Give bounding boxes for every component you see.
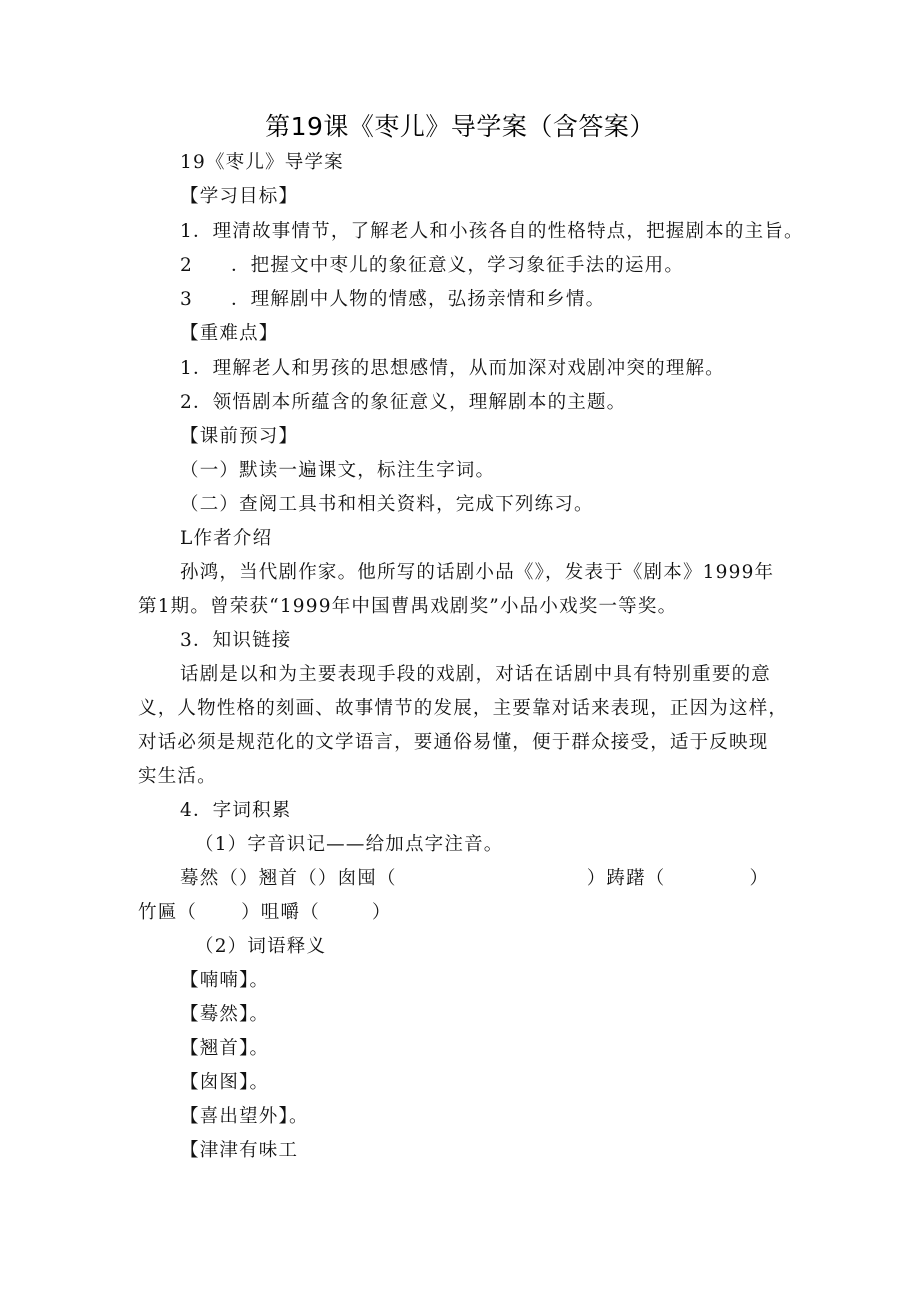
author-line-1: 孙鸿，当代剧作家。他所写的话剧小品《》，发表于《剧本》1999年 [180,562,775,583]
goal-item-3-text: ．理解剧中人物的情感，弘扬亲情和乡情。 [230,289,606,310]
pronunciation-row-1 [180,866,769,892]
key-points-heading: 【重难点】 [180,323,279,344]
knowledge-line-2: 义，人物性格的刻画、故事情节的发展，主要靠对话来表现，正因为这样， [138,698,789,719]
knowledge-heading: 3．知识链接 [180,630,292,651]
document-title: 第19课《枣儿》导学案（含答案） [265,112,655,141]
pron-row2-part-c: ） [371,902,392,923]
pronunciation-row-2 [138,900,392,926]
pron-row2-part-a: 竹匾（ [138,902,198,923]
key-point-item-2 [180,390,626,416]
definition-item-5: 【喜出望外】。 [180,1106,309,1127]
goal-item-3-num: 3 [180,289,193,310]
knowledge-line-4: 实生活。 [138,766,217,787]
goal-item-3 [180,287,605,313]
knowledge-line-1: 话剧是以和为主要表现手段的戏剧，对话在话剧中具有特别重要的意 [180,664,772,685]
author-line-2: 第1期。曾荣获“1999年中国曹禺戏剧奖”小品小戏奖一等奖。 [138,596,678,617]
author-heading: L作者介绍 [180,528,273,549]
goal-item-1 [180,219,804,245]
key-point-1-text: ．理解老人和男孩的思想感情，从而加深对戏剧冲突的理解。 [192,358,725,379]
definition-item-4: 【囱图】。 [180,1072,270,1093]
goal-item-1-num: 1 [180,221,193,242]
knowledge-line-3: 对话必须是规范化的文学语言，要通俗易懂，便于群众接受，适于反映现 [138,732,769,753]
definitions-heading: （2）词语释义 [195,936,327,957]
key-point-1-num: 1 [180,358,193,379]
goal-item-1-text: ．理清故事情节，了解老人和小孩各自的性格特点，把握剧本的主旨。 [192,221,804,242]
definition-item-6: 【津津有味工 [180,1140,299,1161]
key-point-2-num: 2 [180,392,193,413]
pron-row1-part-a: 蓦然（）翘首（）囱囤（ [180,868,397,889]
definition-item-2: 【蓦然】。 [180,1004,270,1025]
vocab-heading: 4．字词积累 [180,800,292,821]
goals-heading: 【学习目标】 [180,186,299,207]
subtitle: 19《枣儿》导学案 [180,152,344,173]
key-point-2-text: ．领悟剧本所蕴含的象征意义，理解剧本的主题。 [192,392,627,413]
goal-item-2-text: ．把握文中枣儿的象征意义，学习象征手法的运用。 [230,255,685,276]
key-point-item-1 [180,356,725,382]
goal-item-2-num: 2 [180,255,193,276]
preview-item-2: （二）查阅工具书和相关资料，完成下列练习。 [180,494,594,515]
goal-item-2 [180,253,684,279]
pron-row1-part-c: ） [749,868,770,889]
pron-row1-part-b: ）踌躇（ [586,868,666,889]
definition-item-3: 【翘首】。 [180,1038,270,1059]
pron-row2-part-b: ）咀嚼（ [241,902,320,923]
definition-item-1: 【喃喃】。 [180,970,270,991]
preview-heading: 【课前预习】 [180,426,299,447]
pronunciation-heading: （1）字音识记——给加点字注音。 [195,834,504,855]
preview-item-1: （一）默读一遍课文，标注生字词。 [180,460,496,481]
